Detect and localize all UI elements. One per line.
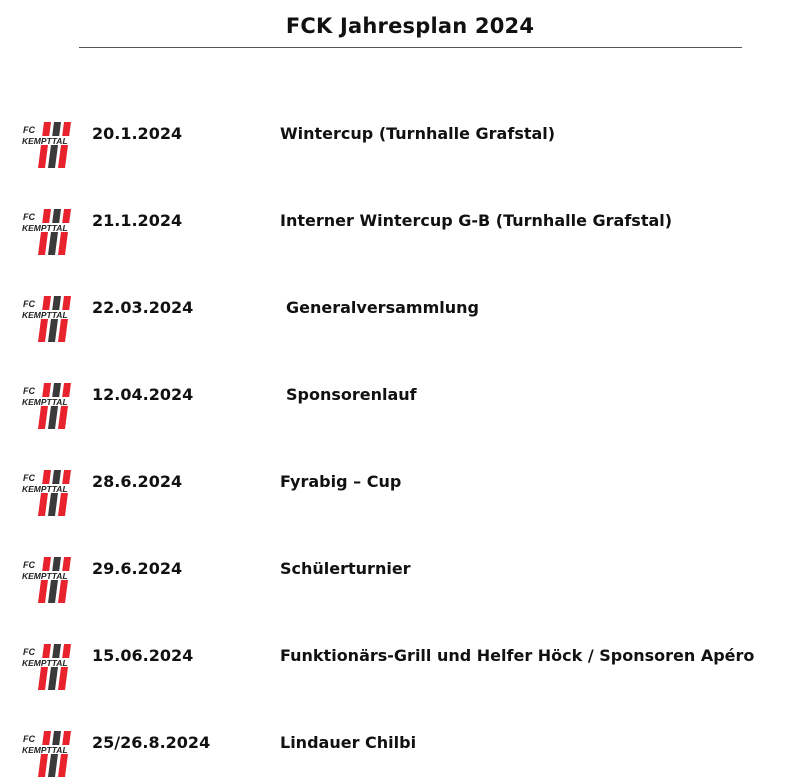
- event-name: Fyrabig – Cup: [280, 472, 402, 491]
- fc-kemptal-logo: [22, 381, 82, 431]
- event-date: 29.6.2024: [92, 559, 183, 578]
- event-row: [0, 294, 800, 344]
- event-row: [0, 468, 800, 518]
- svg-text:FC: FC: [23, 734, 35, 744]
- fc-kemptal-logo: [22, 207, 82, 257]
- event-name: Lindauer Chilbi: [280, 733, 417, 752]
- svg-text:FC: FC: [23, 560, 35, 570]
- svg-text:KEMPTTAL: KEMPTTAL: [22, 484, 68, 494]
- event-date: 15.06.2024: [92, 646, 194, 665]
- event-name: Generalversammlung: [286, 298, 479, 317]
- event-row: [0, 642, 800, 692]
- svg-text:FC: FC: [23, 647, 35, 657]
- svg-text:KEMPTTAL: KEMPTTAL: [22, 397, 68, 407]
- svg-text:KEMPTTAL: KEMPTTAL: [22, 571, 68, 581]
- event-date: 20.1.2024: [92, 124, 183, 143]
- fc-kemptal-logo: [22, 555, 82, 605]
- event-date: 28.6.2024: [92, 472, 183, 491]
- svg-text:FC: FC: [23, 125, 35, 135]
- event-name: Funktionärs-Grill und Helfer Höck / Sponsoren Apéro: [280, 646, 755, 665]
- fc-kemptal-logo: [22, 120, 82, 170]
- svg-text:KEMPTTAL: KEMPTTAL: [22, 136, 68, 146]
- fc-kemptal-logo: [22, 468, 82, 518]
- event-row: [0, 120, 800, 170]
- svg-text:KEMPTTAL: KEMPTTAL: [22, 223, 68, 233]
- page-title: FCK Jahresplan 2024: [285, 14, 535, 38]
- event-name: Schülerturnier: [280, 559, 411, 578]
- event-row: [0, 381, 800, 431]
- event-date: 25/26.8.2024: [92, 733, 211, 752]
- event-name: Wintercup (Turnhalle Grafstal): [280, 124, 556, 143]
- fc-kemptal-logo: [22, 729, 82, 779]
- event-row: [0, 729, 800, 779]
- fc-kemptal-logo: [22, 642, 82, 692]
- svg-text:FC: FC: [23, 212, 35, 222]
- event-date: 22.03.2024: [92, 298, 194, 317]
- event-row: [0, 207, 800, 257]
- event-name: Sponsorenlauf: [286, 385, 417, 404]
- event-row: [0, 555, 800, 605]
- svg-text:KEMPTTAL: KEMPTTAL: [22, 310, 68, 320]
- fc-kemptal-logo: [22, 294, 82, 344]
- event-date: 12.04.2024: [92, 385, 194, 404]
- svg-text:FC: FC: [23, 386, 35, 396]
- svg-text:KEMPTTAL: KEMPTTAL: [22, 745, 68, 755]
- title-divider: [79, 47, 742, 48]
- event-name: Interner Wintercup G-B (Turnhalle Grafstal): [280, 211, 673, 230]
- event-date: 21.1.2024: [92, 211, 183, 230]
- svg-text:FC: FC: [23, 473, 35, 483]
- svg-text:KEMPTTAL: KEMPTTAL: [22, 658, 68, 668]
- svg-text:FC: FC: [23, 299, 35, 309]
